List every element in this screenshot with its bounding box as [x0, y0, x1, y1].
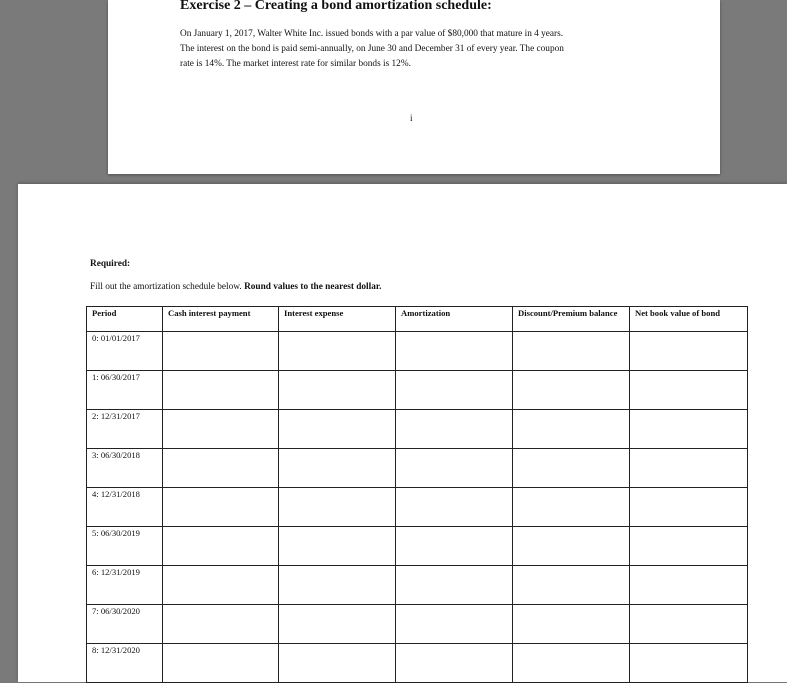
- net-book-value-cell[interactable]: [630, 332, 748, 371]
- amortization-cell[interactable]: [396, 410, 513, 449]
- net-book-value-cell[interactable]: [630, 566, 748, 605]
- interest-expense-cell[interactable]: [279, 332, 396, 371]
- balance-cell[interactable]: [513, 332, 630, 371]
- cash-interest-cell[interactable]: [163, 371, 279, 410]
- amortization-cell[interactable]: [396, 488, 513, 527]
- header-interest-expense: Interest expense: [279, 307, 396, 332]
- table-row: [87, 332, 748, 371]
- header-discount-premium-balance: Discount/Premium balance: [513, 307, 630, 332]
- table-row: [87, 644, 748, 683]
- cash-interest-cell[interactable]: [163, 332, 279, 371]
- interest-expense-cell[interactable]: [279, 566, 396, 605]
- amortization-cell[interactable]: [396, 449, 513, 488]
- period-cell: 5: 06/30/2019: [87, 527, 163, 566]
- header-net-book-value: Net book value of bond: [630, 307, 748, 332]
- net-book-value-cell[interactable]: [630, 371, 748, 410]
- interest-expense-cell[interactable]: [279, 410, 396, 449]
- table-body: [87, 332, 748, 683]
- document-page-bottom: [18, 184, 787, 682]
- period-cell: 7: 06/30/2020: [87, 605, 163, 644]
- cash-interest-cell[interactable]: [163, 644, 279, 683]
- exercise-description: [180, 27, 650, 72]
- period-cell: 2: 12/31/2017: [87, 410, 163, 449]
- amortization-cell[interactable]: [396, 371, 513, 410]
- header-cash-interest-payment: Cash interest payment: [163, 307, 279, 332]
- description-line: rate is 14%. The market interest rate for similar bonds is 12%.: [180, 59, 411, 69]
- net-book-value-cell[interactable]: [630, 644, 748, 683]
- interest-expense-cell[interactable]: [279, 449, 396, 488]
- balance-cell[interactable]: [513, 527, 630, 566]
- description-line: On January 1, 2017, Walter White Inc. issued bonds with a par value of $80,000 that mature in 4 years.: [180, 29, 564, 39]
- cash-interest-cell[interactable]: [163, 410, 279, 449]
- document-page-top: [108, 0, 720, 174]
- balance-cell[interactable]: [513, 644, 630, 683]
- net-book-value-cell[interactable]: [630, 410, 748, 449]
- table-row: [87, 488, 748, 527]
- balance-cell[interactable]: [513, 410, 630, 449]
- interest-expense-cell[interactable]: [279, 644, 396, 683]
- interest-expense-cell[interactable]: [279, 605, 396, 644]
- table-row: [87, 566, 748, 605]
- balance-cell[interactable]: [513, 605, 630, 644]
- header-period: Period: [87, 307, 163, 332]
- table-row: [87, 449, 748, 488]
- interest-expense-cell[interactable]: [279, 371, 396, 410]
- net-book-value-cell[interactable]: [630, 488, 748, 527]
- page-number: i: [410, 113, 413, 123]
- balance-cell[interactable]: [513, 488, 630, 527]
- instruction-text: [90, 282, 381, 292]
- instruction-plain: Fill out the amortization schedule below.: [90, 282, 245, 292]
- balance-cell[interactable]: [513, 371, 630, 410]
- cash-interest-cell[interactable]: [163, 527, 279, 566]
- period-cell: 6: 12/31/2019: [87, 566, 163, 605]
- balance-cell[interactable]: [513, 566, 630, 605]
- cash-interest-cell[interactable]: [163, 605, 279, 644]
- table-row: [87, 605, 748, 644]
- cash-interest-cell[interactable]: [163, 449, 279, 488]
- net-book-value-cell[interactable]: [630, 605, 748, 644]
- table-row: [87, 371, 748, 410]
- balance-cell[interactable]: [513, 449, 630, 488]
- amortization-cell[interactable]: [396, 332, 513, 371]
- period-cell: 3: 06/30/2018: [87, 449, 163, 488]
- amortization-cell[interactable]: [396, 527, 513, 566]
- table-row: [87, 527, 748, 566]
- period-cell: 4: 12/31/2018: [87, 488, 163, 527]
- amortization-table: [86, 306, 748, 683]
- period-cell: 1: 06/30/2017: [87, 371, 163, 410]
- amortization-cell[interactable]: [396, 566, 513, 605]
- amortization-cell[interactable]: [396, 644, 513, 683]
- net-book-value-cell[interactable]: [630, 449, 748, 488]
- interest-expense-cell[interactable]: [279, 527, 396, 566]
- exercise-title: Exercise 2 – Creating a bond amortization schedule:: [180, 0, 492, 13]
- required-heading: Required:: [90, 259, 131, 269]
- instruction-bold: Round values to the nearest dollar.: [244, 282, 382, 292]
- table-header-row: [87, 307, 748, 332]
- amortization-cell[interactable]: [396, 605, 513, 644]
- period-cell: 0: 01/01/2017: [87, 332, 163, 371]
- net-book-value-cell[interactable]: [630, 527, 748, 566]
- header-amortization: Amortization: [396, 307, 513, 332]
- interest-expense-cell[interactable]: [279, 488, 396, 527]
- cash-interest-cell[interactable]: [163, 566, 279, 605]
- table-row: [87, 410, 748, 449]
- period-cell: 8: 12/31/2020: [87, 644, 163, 683]
- description-line: The interest on the bond is paid semi-annually, on June 30 and December 31 of every year. The coupon: [180, 44, 564, 54]
- cash-interest-cell[interactable]: [163, 488, 279, 527]
